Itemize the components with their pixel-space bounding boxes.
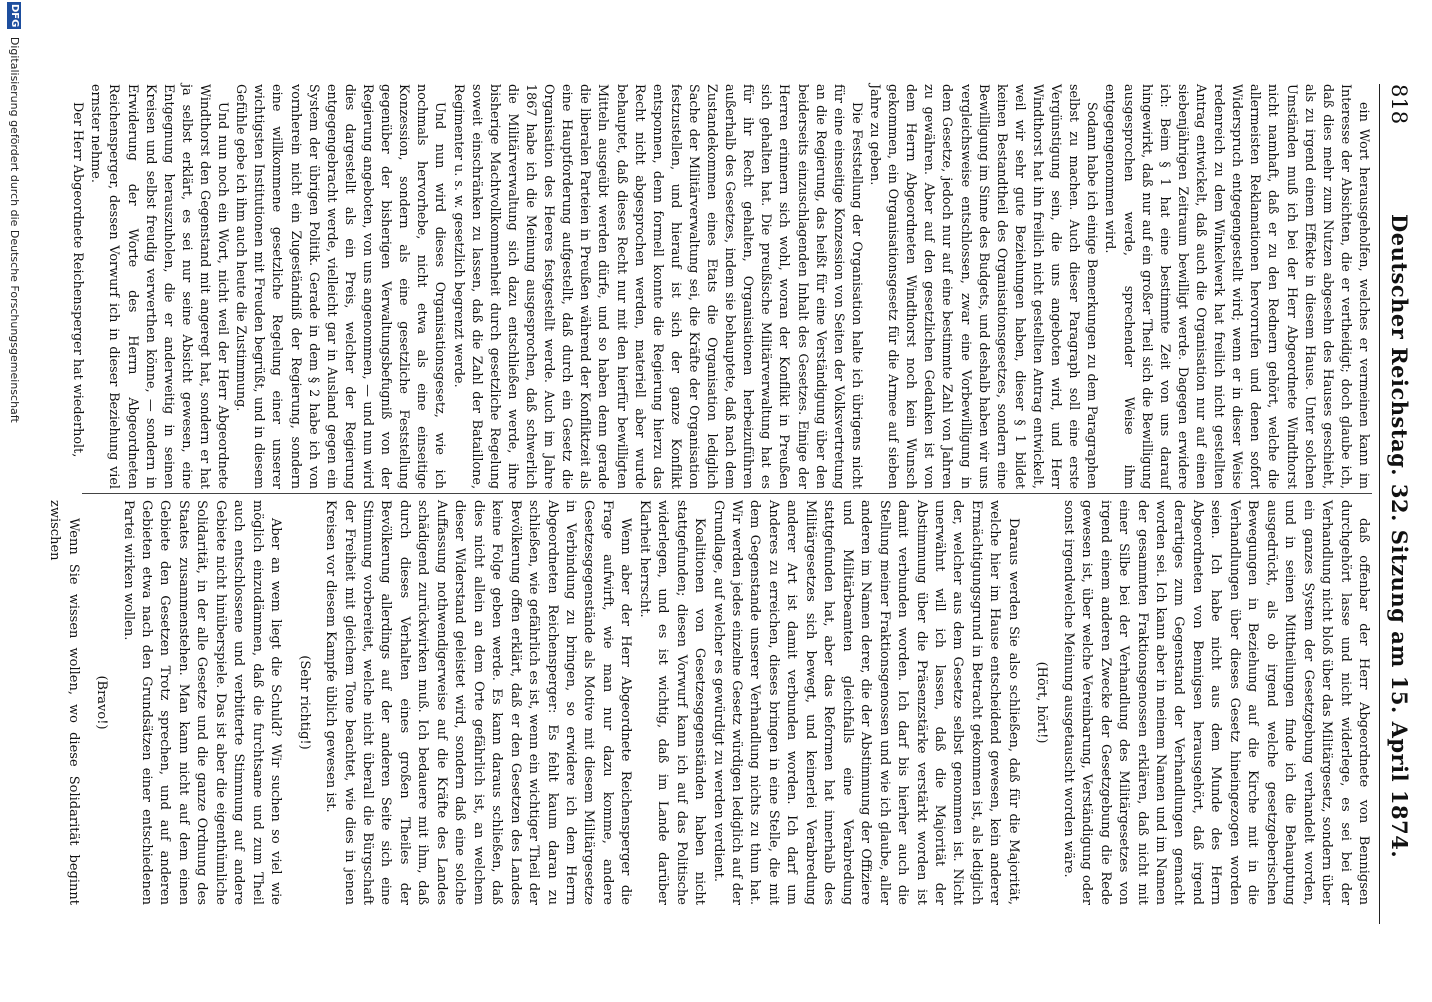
interjection: (Bravo!) [94,675,110,730]
credit-text: Digitalisierung gefördert durch die Deutsche Forschungsgemeinschaft [8,36,21,423]
paragraph: Und nun wird dieses Organisationsgesetz, wie ich nochmals hervorhebe, nicht etwa als eine einseitige Konzession, sondern als eine gesetzliche Feststellung gegenüber der bisherigen Verwaltungsbefugniß von der Regierung angeboten, von uns angenommen, — und nun wird dies dargestellt als ein Preis, welcher der Regierung entgegengebracht werde, vielleicht gar in Ausland gegen ein System der übrigen Politik. Gerade in dem § 2 habe ich von vornherein nicht ein Zugeständniß der Regierung, sondern eine willkommene gesetzliche Regelung einer unserer wichtigsten Institutionen mit Freuden begrüßt, und in diesem Gefühle gebe ich ihm auch heute die Zustimmung. [233,84,448,489]
column-divider [82,493,1372,494]
paragraph: Der Herr Abgeordnete Reichensperger hat wiederholt, [70,102,86,458]
paragraph: ein Wort herausgeholfen, welches er vermeinen kann im Interesse der Absichten, die er vertheidigt; doch glaube ich, daß dies mehr zum Nutzen abgesehn des Hauses geschieht, als zu irgend einem Effekte in diesem Hause. Unter solchen Umständen muß ich bei der Herr Abgeordnete Windthorst nicht namhaft, daß er zu den Rednern gehört, welche die allermeisten Reklamationen hervorrufen und denen sofort Widerspruch entgegengestellt wird; wenn er in dieser Weise redenreich zu dem Winkelwerk hat freilich nicht gestellten Antrag entwickelt, daß auch die Organisation nur auf einen siebenjährigen Zeitraum bewilligt werde. Dagegen erwidere ich: Beim § 1 hat eine bestimmte Zeit von uns darauf hingewirkt, daß nur auf ein großer Theil sich die Bewilligung ausgesprochen werde, sprechender Weise ihm entgegengenommen wird. [1102,84,1371,489]
dfg-logo-icon: DFG [9,4,20,28]
left-column [68,84,1372,489]
paragraph: Koalitionen von Gesetzesgegenständen haben nicht stattgefunden; diesen Vorwurf kann ich auf das Politische widerlegen, und es ist wichtig, daß im Lande darüber Klarheit herrscht. [636,500,708,905]
paragraph: Wenn Sie wissen wollen, wo diese Solidarität beginnt zwischen [47,500,81,905]
paragraph: daß offenbar der Herr Abgeordnete von Bennigsen durchgehört lasse und nicht widerlege, es sei bei der Verhandlung nicht bloß über das Militärgesetz, sondern über ein ganzes System der Gesetzgebung verhandelt worden, und in seinen Mittheilungen finde ich die Behauptung ausgedrückt, als ob irgend welche gesetzgeberischen Bewegungen in Beziehung auf die Kirche mit in die Verhandlungen über dieses Gesetz hineingezogen worden seien. Ich habe nicht aus dem Munde des Herrn Abgeordneten von Bennigsen herausgehört, daß irgend derartiges zum Gegenstand der Verhandlungen gemacht worden sei. Ich kann aber in meinem Namen und im Namen der gesammten Fraktionsgenossen erklären, daß nicht mit einer Silbe bei der Verhandlung des Militärgesetzes von irgend einem anderen Zwecke der Gesetzgebung die Rede gewesen ist, über welche Vereinbarung, Verständigung oder sonst irgendwelche Meinung ausgetauscht worden wäre. [1060,500,1371,905]
interjection: (Hört, hört!) [1034,661,1050,744]
paragraph: Sodann habe ich einige Bemerkungen zu dem Paragraphen selbst zu machen. Auch dieser Paragraph soll eine erste Vergünstigung sein, die uns angeboten wird, und Herr Windthorst hat ihn freilich nicht gestellten Antrag entwickelt, weil wir sehr gute Beziehungen haben, dieser § 1 bildet keinen Bestandtheil des Organisationsgesetzes, sondern eine Bewilligung im Sinne des Budgets, und deshalb haben wir uns vergleichsweise entschlossen, zwar eine Vorbewilligung in dem Gesetze, jedoch nur auf eine bestimmte Zahl von Jahren zu gewähren. Aber auf den gesetzlichen Gedanken ist von dem Herrn Abgeordneten Windthorst noch kein Wunsch gekommen, ein Organisationsgesetz für die Armee auf sieben Jahre zu geben. [867,84,1100,489]
digitization-credit [0,0,28,1002]
running-head: Deutscher Reichstag. 32. Sitzung am 15. April 1874. [1387,214,1412,859]
paragraph: Daraus werden Sie also schließen, daß für die Majorität, welche hier im Hause entscheidend gewesen, kein anderer Ermächtigungsgrund in Betracht gekommen ist, als lediglich der, welcher aus dem Gesetze selbst genommen ist. Nicht unerwähnt will ich lassen, daß die Majorität der Abstimmung über die Präsenzstärke verstärkt worden ist damit verbunden worden. Ich darf bis hierher auch die Stellung meiner Fraktionsgenossen und wie ich glaube, aller anderen im Namen derer, die der Abstimmung der Offiziere und Militärbeamten gleichfalls eine Verabredung stattgefunden hat, aber das Reformen hat innerhalb des Militärgesetzes sich bewegt, und keinerlei Verabredung anderer Art ist damit verbunden worden. Ich darf um Anderes zu erreichen, dieses bringen in eine Stelle, die mit dem Gegenstande unserer Verhandlung nichts zu thun hat. Wir werden jedes einzelne Gesetz würdigen lediglich auf der Grundlage, auf welcher es gewürdigt zu werden verdient. [710,500,1021,905]
header-rule [1379,84,1380,924]
paragraph: Aber an wem liegt die Schuld? Wir suchen so viel wie möglich einzudämmen, daß die furchtsame und zum Theil auch entschlossene und verbitterte Stimmung auf andere Gebiete nicht hinüberspiele. Das ist aber die eigenthümliche Solidarität, in der alle Gesetze und die ganze Ordnung des Staates zusammenstehen. Man kann nicht auf dem einen Gebiete den Gesetzen Trotz sprechen, und auf anderen Gebieten etwa nach den Grundsätzen einer entschiedenen Partei wirken wollen. [120,500,284,905]
right-column [45,500,1372,905]
interjection: (Sehr richtig!) [296,655,312,750]
page-number: 818 [1387,84,1411,125]
paragraph: Wenn aber der Herr Abgeordnete Reichensperger die Frage aufwirft, wie man nur dazu komme, andere Gesetzesgegenstände als Motive mit diesem Militärgesetze in Verbindung zu bringen, so erwidere ich dem Herrn Abgeordneten Reichensperger: Es fehlt kaum daran zu schließen, wie gefährlich es ist, wenn ein wichtiger Theil der Bevölkerung offen erklärt, daß er den Gesetzen des Landes keine Folge geben werde. Es kann daraus schließen, daß dies nicht allein an dem Orte gefährlich ist, an welchem dieser Widerstand geleistet wird, sondern daß eine solche Auffassung nothwendigerweise auf die Kräfte des Landes schädigend zurückwirken muß. Ich bedauere mit ihm, daß durch dieses Verhalten eines großen Theiles der Bevölkerung allerdings auf der anderen Seite sich eine Stimmung vorbereitet, welche nicht überall die Bürgschaft der Freiheit mit gleichem Tone beachtet, wie dies in jenen Kreisen vor diesem Kampfe üblich gewesen ist. [323,500,634,905]
paragraph: Die Feststellung der Organisation halte ich übrigens nicht für eine einseitige Konzession von Seiten der Volksvertretung an die Regierung, das heißt für eine Verständigung über den beiderseits einzuschlagenden Inhalt des Gesetzes. Einige der Herren erinnern sich wohl, woran der Konflikt in Preußen sich gehalten hat. Die preußische Militärverwaltung hat es für ihr Recht gehalten, Organisationen herbeizuführen außerhalb des Gesetzes, indem sie behauptete, daß nach dem Zustandekommen eines Etats die Organisation lediglich Sache der Militärverwaltung sei, die Kräfte der Organisation festzustellen, und hierauf ist sich der ganze Konflikt entsponnen, denn formell konnte die Regierung hierzu das Recht nicht abgesprochen werden, materiell aber wurde behauptet, daß dieses Recht nur mit den hierfür bewilligten Mitteln ausgeübt werden dürfe, und so haben denn gerade die liberalen Parteien in Preußen während der Konfliktzeit als eine Hauptforderung aufgestellt, daß durch ein Gesetz die Organisation des Heeres festgestellt werde. Auch im Jahre 1867 habe ich die Meinung ausgesprochen, daß schwerlich die Militärverwaltung sich dazu entschließen werde, ihre bisherige Machtvollkommenheit durch gesetzliche Regelung soweit einschränken zu lassen, daß die Zahl der Bataillone, Regimenter u. s. w. gesetzlich begrenzt werde. [450,84,864,489]
page-header [1384,84,1414,924]
paragraph: Und nun noch ein Wort, nicht weil der Herr Abgeordnete Windthorst den Gegenstand mit angeregt hat, sondern er hat ja selbst erklärt, es sei nur seine Absicht gewesen, eine Entgegnung herauszuholen, die er anderweitig in seinen Kreisen und selbst freudig verwerthen könne, — sondern in Erwiderung der Worte des Herrn Abgeordneten Reichensperger, dessen Vorwurf ich in dieser Beziehung viel ernster nehme. [88,84,231,489]
